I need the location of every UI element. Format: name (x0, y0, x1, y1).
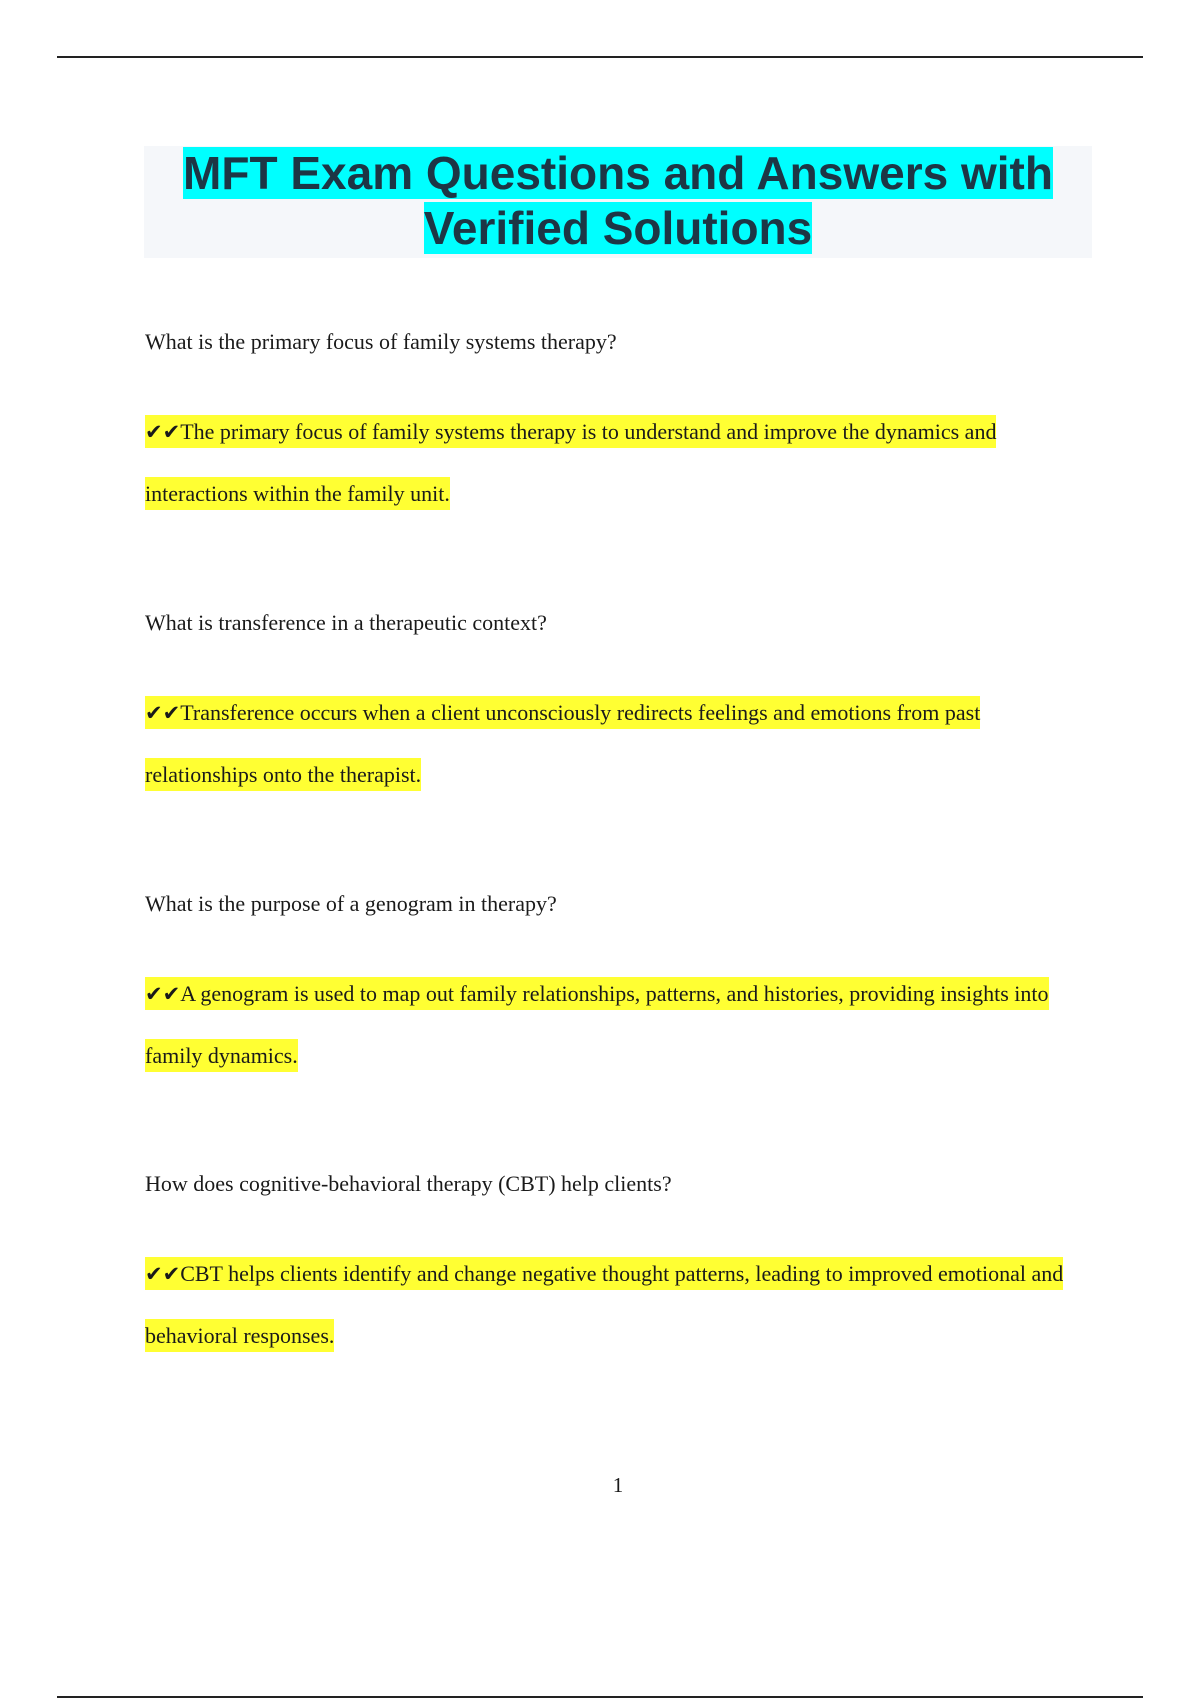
answer-2-highlight (145, 696, 980, 791)
checkmark-icon: ✔✔ (145, 1262, 181, 1286)
answer-4-highlight (145, 1257, 1063, 1352)
answer-1-highlight (145, 415, 996, 510)
question-1: What is the primary focus of family systems therapy? (145, 329, 617, 354)
answer-1 (145, 401, 1095, 524)
answer-3-text: A genogram is used to map out family relationships, patterns, and histories, providing insights into family dynamics. (145, 981, 1049, 1068)
page-number: 1 (612, 1473, 624, 1497)
title-line-2: Verified Solutions (423, 202, 813, 254)
answer-2-text: Transference occurs when a client unconsciously redirects feelings and emotions from past relationships onto the therapist. (145, 700, 981, 787)
qa-item-4 (145, 1170, 1095, 1366)
answer-3-highlight (145, 977, 1049, 1072)
title-line-1: MFT Exam Questions and Answers with (183, 147, 1053, 199)
qa-item-3 (145, 890, 1095, 1086)
document-title (144, 146, 1092, 256)
qa-item-1 (145, 328, 1095, 524)
question-3: What is the purpose of a genogram in therapy? (145, 891, 557, 916)
header-rule (57, 56, 1143, 58)
answer-1-text: The primary focus of family systems therapy is to understand and improve the dynamics and interactions within the family unit. (145, 419, 997, 506)
qa-item-2 (145, 609, 1095, 805)
footer-rule (57, 1696, 1143, 1698)
answer-4-text: CBT helps clients identify and change negative thought patterns, leading to improved emotional and behavioral responses. (145, 1261, 1064, 1348)
checkmark-icon: ✔✔ (145, 420, 181, 444)
answer-4 (145, 1243, 1095, 1366)
answer-3 (145, 963, 1095, 1086)
question-4: How does cognitive-behavioral therapy (CBT) help clients? (145, 1171, 672, 1196)
checkmark-icon: ✔✔ (145, 982, 181, 1006)
answer-2 (145, 682, 1095, 805)
question-2: What is transference in a therapeutic context? (145, 610, 547, 635)
checkmark-icon: ✔✔ (145, 701, 181, 725)
